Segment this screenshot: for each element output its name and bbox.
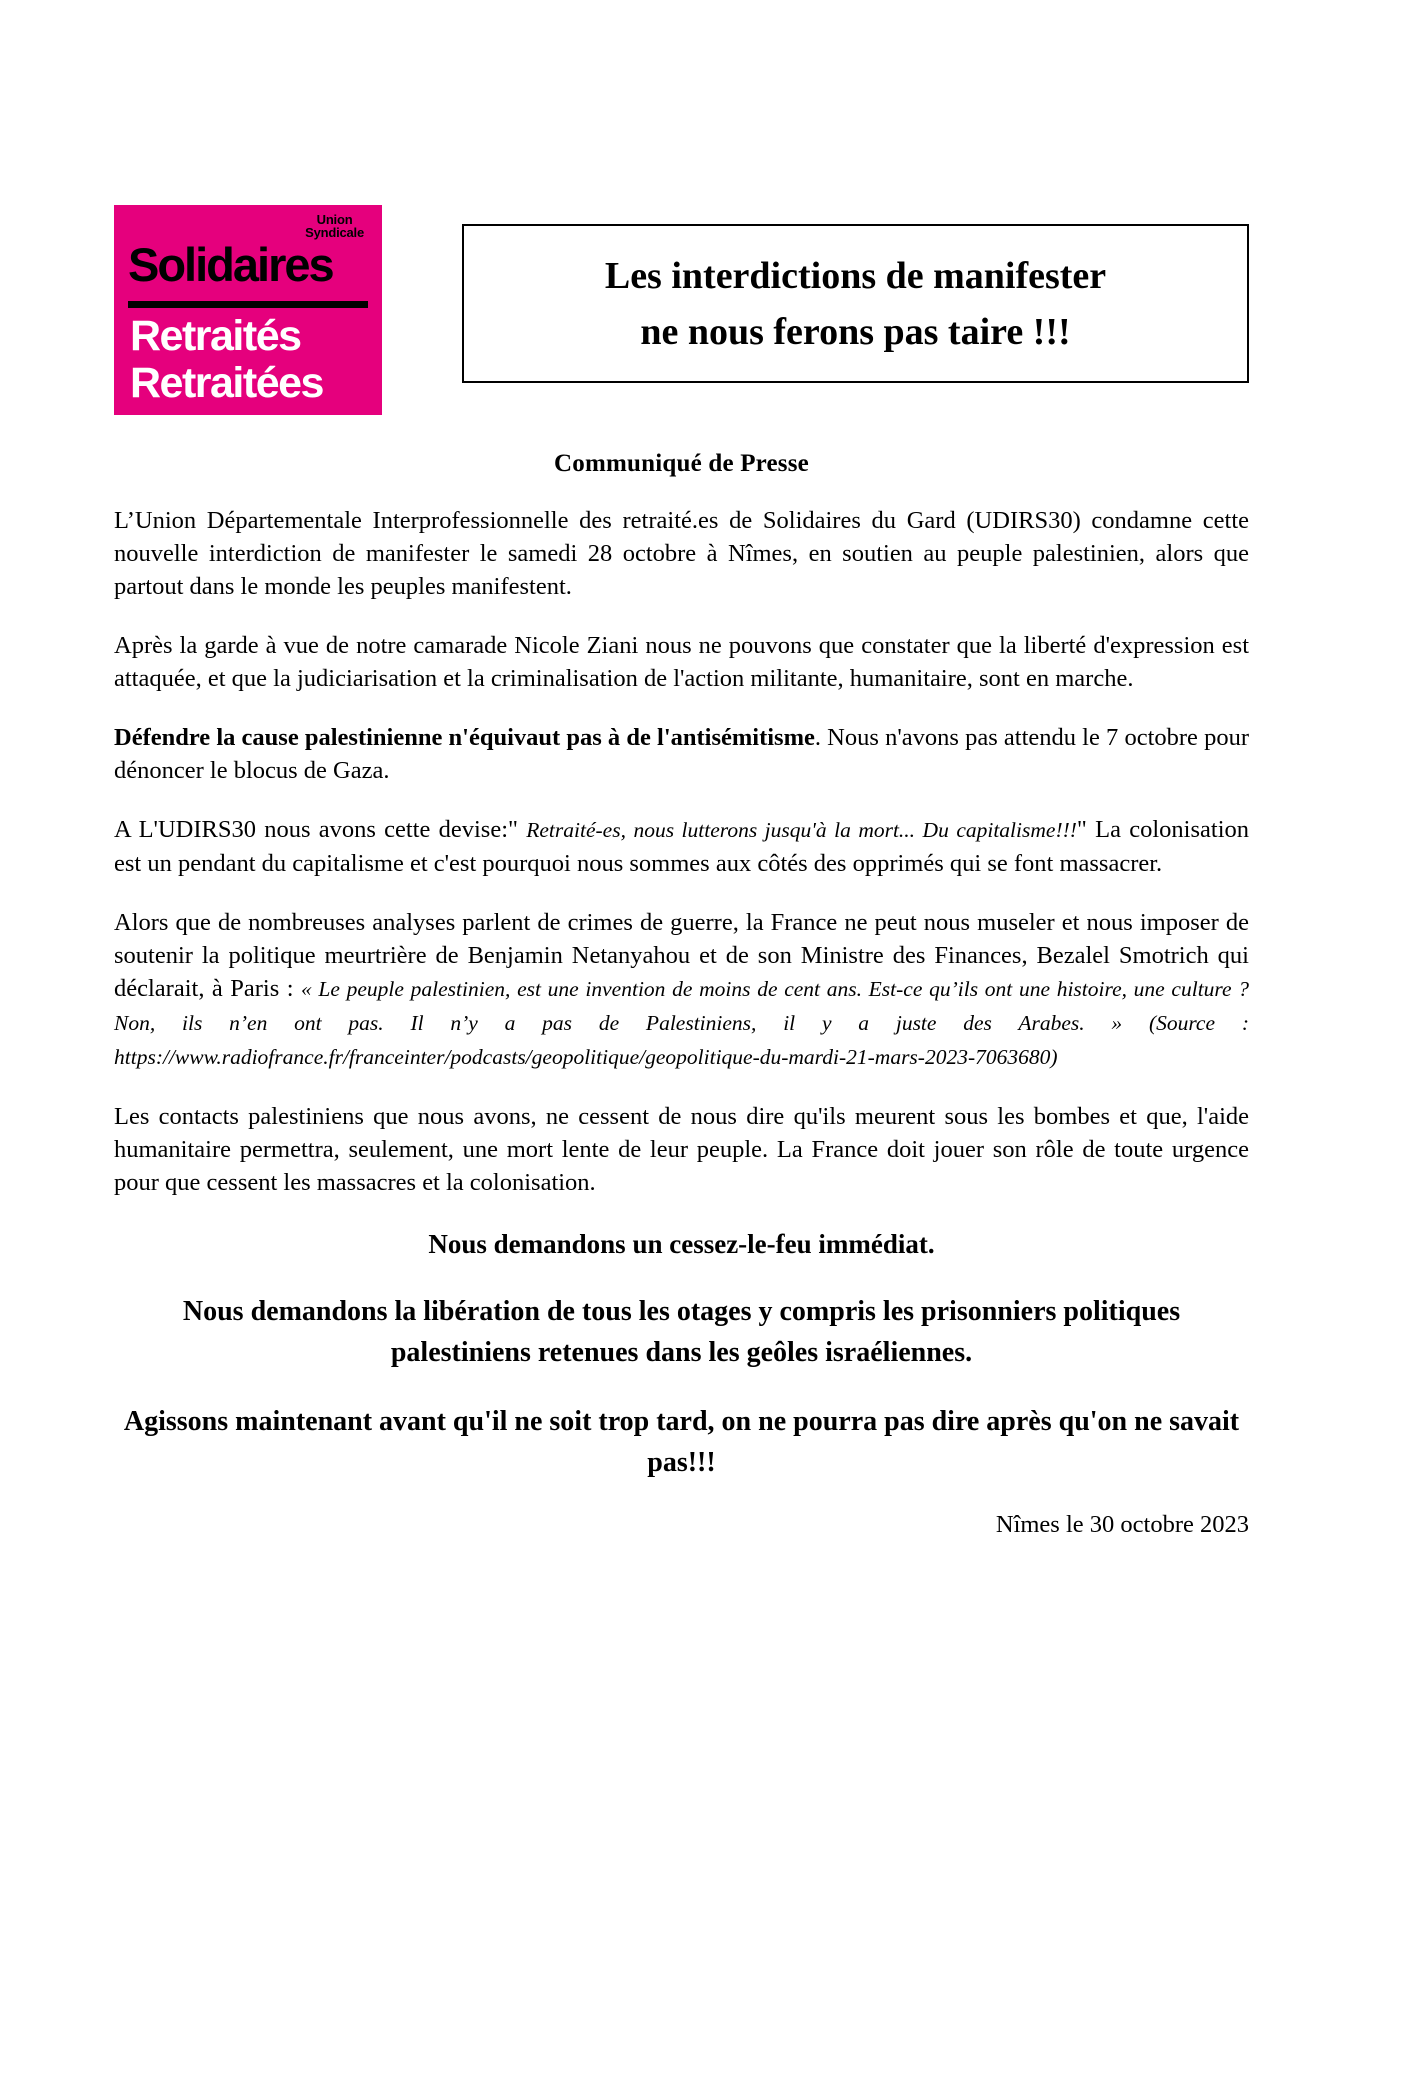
logo-brand-text: Solidaires bbox=[128, 238, 333, 291]
paragraph-1: L’Union Départementale Interprofessionnelle des retraité.es de Solidaires du Gard (UDIRS30) condamne cette nouvelle interdiction de manifester le samedi 28 octobre à Nîmes, en soutien au peuple palestinien, alors que partout dans le monde les peuples manifestent. bbox=[114, 507, 1249, 600]
title-line-2: ne nous ferons pas taire !!! bbox=[640, 310, 1071, 353]
paragraph-4-start: A L'UDIRS30 nous avons cette devise:" bbox=[114, 816, 527, 843]
paragraph-4-end: " La colonisation est un pendant du capitalisme et c'est pourquoi nous sommes aux côtés des opprimés qui se font massacrer. bbox=[114, 816, 1250, 877]
logo-union-text bbox=[305, 213, 364, 239]
title-box bbox=[462, 224, 1249, 383]
demand-3: Agissons maintenant avant qu'il ne soit trop tard, on ne pourra pas dire après qu'on ne savait pas!!! bbox=[123, 1406, 1240, 1478]
demand-1: Nous demandons un cessez-le-feu immédiat. bbox=[428, 1229, 935, 1259]
document-subtitle: Communiqué de Presse bbox=[554, 450, 809, 477]
document-content bbox=[114, 205, 1249, 1539]
logo-retraites-line2: Retraitées bbox=[130, 359, 323, 407]
logo-union-line1: Union bbox=[316, 212, 353, 227]
paragraph-3-bold: Défendre la cause palestinienne n'équivaut pas à de l'antisémitisme bbox=[114, 724, 815, 751]
logo-retraites-line1: Retraités bbox=[130, 312, 301, 360]
paragraph-5-source: (Source : https://www.radiofrance.fr/franceinter/podcasts/geopolitique/geopolitique-du-mardi-21-mars-2023-7063680) bbox=[114, 1011, 1249, 1069]
paragraph-5-start: Alors que de nombreuses analyses parlent de crimes de guerre, la France ne peut nous museler et nous imposer de soutenir la politique meurtrière de Benjamin Netanyahou et de son Ministre des Finances, Bezalel Smotrich qui déclarait, à Paris : bbox=[114, 909, 1249, 1002]
logo-retraites-text bbox=[130, 313, 323, 407]
logo-divider bbox=[128, 301, 368, 308]
logo-union-line2: Syndicale bbox=[305, 225, 364, 240]
paragraph-5 bbox=[114, 906, 1249, 1074]
paragraph-2: Après la garde à vue de notre camarade Nicole Ziani nous ne pouvons que constater que la liberté d'expression est attaquée, et que la judiciarisation et la criminalisation de l'action militante, humanitaire, sont en marche. bbox=[114, 632, 1249, 692]
paragraph-6: Les contacts palestiniens que nous avons, ne cessent de nous dire qu'ils meurent sous les bombes et que, l'aide humanitaire permettra, seulement, une mort lente de leur peuple. La France doit jouer son rôle de toute urgence pour que cessent les massacres et la colonisation. bbox=[114, 1103, 1249, 1196]
title-line-1: Les interdictions de manifester bbox=[604, 254, 1107, 297]
paragraph-4 bbox=[114, 813, 1249, 880]
solidaires-logo bbox=[114, 205, 382, 415]
paragraph-5-quote: « Le peuple palestinien, est une invention de moins de cent ans. Est-ce qu’ils ont une histoire, une culture ? Non, ils n’en ont pas. Il n’y a pas de Palestiniens, il y a juste des Arabes. » bbox=[114, 977, 1249, 1035]
demand-2: Nous demandons la libération de tous les otages y compris les prisonniers politiques palestiniens retenues dans les geôles israéliennes. bbox=[182, 1296, 1181, 1368]
header-row bbox=[114, 205, 1249, 415]
paragraph-3-rest: . Nous n'avons pas attendu le 7 octobre pour dénoncer le blocus de Gaza. bbox=[114, 724, 1249, 784]
paragraph-3 bbox=[114, 721, 1249, 787]
document-signature: Nîmes le 30 octobre 2023 bbox=[995, 1511, 1249, 1538]
paragraph-4-quote: Retraité-es, nous lutterons jusqu'à la mort... Du capitalisme!!! bbox=[526, 818, 1077, 842]
